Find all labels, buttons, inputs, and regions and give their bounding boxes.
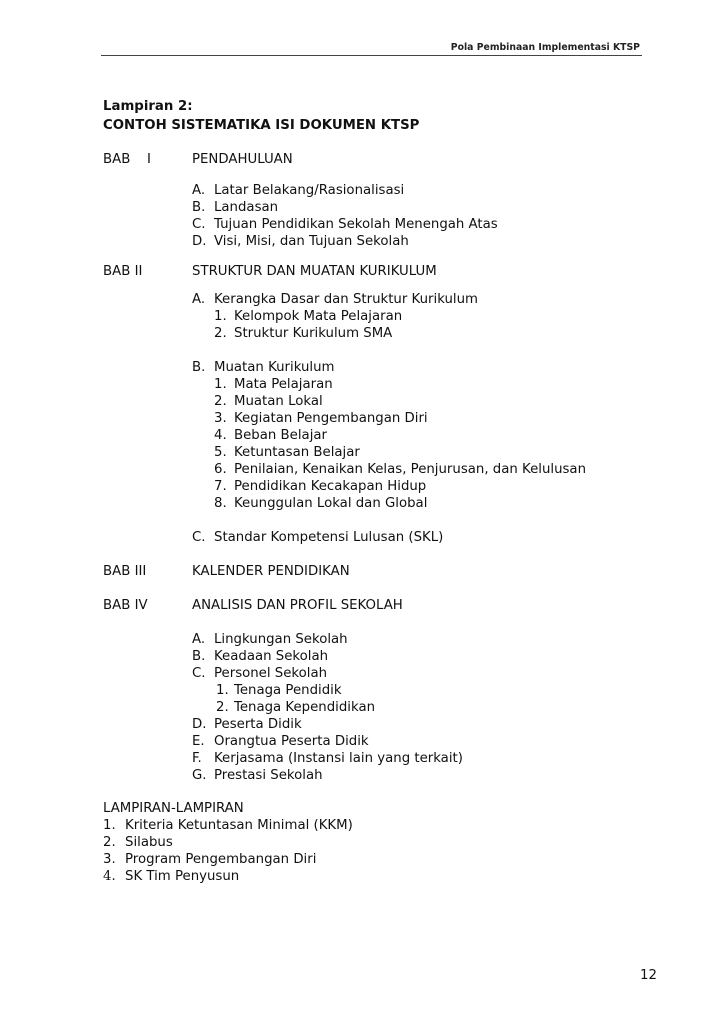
list-item <box>103 817 353 834</box>
list-item <box>192 648 463 665</box>
list-text: Keunggulan Lokal dan Global <box>234 496 428 511</box>
document-title: CONTOH SISTEMATIKA ISI DOKUMEN KTSP <box>103 118 420 133</box>
list-item <box>192 699 463 716</box>
list-marker: C. <box>192 666 206 681</box>
list-marker: 8. <box>214 496 227 511</box>
list-text: Ketuntasan Belajar <box>234 445 360 460</box>
list-text: Standar Kompetensi Lulusan (SKL) <box>214 530 444 545</box>
list-item <box>192 216 498 233</box>
list-text: Muatan Kurikulum <box>214 360 335 375</box>
list-text: SK Tim Penyusun <box>125 869 240 884</box>
list-marker: 7. <box>214 479 227 494</box>
list-item <box>103 851 353 868</box>
list-text: Kerangka Dasar dan Struktur Kurikulum <box>214 292 478 307</box>
list-marker: 1. <box>214 309 227 324</box>
list-text: Keadaan Sekolah <box>214 649 329 664</box>
list-marker: 1. <box>216 683 229 698</box>
list-marker: 1. <box>103 818 116 833</box>
bab-3-code: BAB III <box>103 564 147 579</box>
list-marker: 6. <box>214 462 227 477</box>
bab-2-section-b <box>192 359 586 512</box>
list-item <box>103 834 353 851</box>
list-marker: G. <box>192 768 207 783</box>
list-item <box>103 868 353 885</box>
list-item <box>192 291 478 308</box>
list-marker: 3. <box>214 411 227 426</box>
list-marker: 2. <box>103 835 116 850</box>
list-text: Struktur Kurikulum SMA <box>234 326 393 341</box>
list-item <box>192 325 478 342</box>
list-item <box>192 495 586 512</box>
list-text: Kriteria Ketuntasan Minimal (KKM) <box>125 818 353 833</box>
list-text: Mata Pelajaran <box>234 377 333 392</box>
list-marker: 4. <box>214 428 227 443</box>
list-item <box>192 716 463 733</box>
list-text: Kegiatan Pengembangan Diri <box>234 411 428 426</box>
list-text: Tenaga Pendidik <box>234 683 342 698</box>
bab-2-section-a <box>192 291 478 342</box>
list-marker: 2. <box>214 326 227 341</box>
list-item <box>192 308 478 325</box>
list-text: Peserta Didik <box>214 717 302 732</box>
lampiran-title: LAMPIRAN-LAMPIRAN <box>103 801 244 816</box>
list-item <box>192 767 463 784</box>
list-text: Kelompok Mata Pelajaran <box>234 309 403 324</box>
list-text: Landasan <box>214 200 279 215</box>
list-text: Pendidikan Kecakapan Hidup <box>234 479 427 494</box>
bab-2-title: STRUKTUR DAN MUATAN KURIKULUM <box>192 264 437 279</box>
page-number: 12 <box>640 968 657 983</box>
bab-2-section-c <box>192 529 443 546</box>
list-text: Prestasi Sekolah <box>214 768 323 783</box>
bab-3-title: KALENDER PENDIDIKAN <box>192 564 350 579</box>
list-item <box>192 427 586 444</box>
lampiran-section <box>103 800 353 885</box>
list-item <box>192 682 463 699</box>
list-marker: 2. <box>216 700 229 715</box>
bab-1-list <box>192 182 498 250</box>
list-marker: 1. <box>214 377 227 392</box>
list-item <box>192 199 498 216</box>
list-marker: C. <box>192 530 206 545</box>
list-marker: 5. <box>214 445 227 460</box>
list-text: Silabus <box>125 835 173 850</box>
list-marker: 3. <box>103 852 116 867</box>
list-text: Muatan Lokal <box>234 394 323 409</box>
list-item <box>192 444 586 461</box>
list-item <box>192 410 586 427</box>
bab-4-code: BAB IV <box>103 598 148 613</box>
list-item <box>192 733 463 750</box>
list-item <box>192 393 586 410</box>
list-text: Tenaga Kependidikan <box>234 700 376 715</box>
list-text: Orangtua Peserta Didik <box>214 734 369 749</box>
list-item <box>192 529 443 546</box>
bab-1-title: PENDAHULUAN <box>192 152 293 167</box>
appendix-label: Lampiran 2: <box>103 99 193 114</box>
list-marker: 2. <box>214 394 227 409</box>
list-marker: A. <box>192 632 206 647</box>
list-marker: B. <box>192 649 206 664</box>
list-item <box>192 631 463 648</box>
list-text: Penilaian, Kenaikan Kelas, Penjurusan, dan Kelulusan <box>234 462 587 477</box>
list-item <box>192 359 586 376</box>
list-text: Personel Sekolah <box>214 666 328 681</box>
list-marker: E. <box>192 734 205 749</box>
bab-1-roman: I <box>147 152 151 167</box>
list-marker: D. <box>192 234 207 249</box>
bab-4-list <box>192 631 463 784</box>
bab-4-title: ANALISIS DAN PROFIL SEKOLAH <box>192 598 403 613</box>
list-item <box>192 750 463 767</box>
list-marker: A. <box>192 183 206 198</box>
running-header: Pola Pembinaan Implementasi KTSP <box>450 42 640 53</box>
list-text: Latar Belakang/Rasionalisasi <box>214 183 405 198</box>
bab-1-code: BAB <box>103 152 131 167</box>
list-marker: 4. <box>103 869 116 884</box>
list-marker: F. <box>192 751 202 766</box>
list-item <box>192 376 586 393</box>
bab-2-code: BAB II <box>103 264 143 279</box>
list-marker: A. <box>192 292 206 307</box>
list-item <box>192 665 463 682</box>
list-item <box>192 478 586 495</box>
list-text: Lingkungan Sekolah <box>214 632 348 647</box>
list-text: Tujuan Pendidikan Sekolah Menengah Atas <box>214 217 498 232</box>
list-text: Visi, Misi, dan Tujuan Sekolah <box>214 234 409 249</box>
list-item <box>192 233 498 250</box>
list-text: Program Pengembangan Diri <box>125 852 317 867</box>
list-text: Beban Belajar <box>234 428 328 443</box>
header-divider <box>101 55 642 56</box>
list-marker: B. <box>192 200 206 215</box>
list-item <box>192 461 586 478</box>
list-marker: C. <box>192 217 206 232</box>
list-marker: B. <box>192 360 206 375</box>
list-text: Kerjasama (Instansi lain yang terkait) <box>214 751 463 766</box>
list-item <box>192 182 498 199</box>
list-marker: D. <box>192 717 207 732</box>
